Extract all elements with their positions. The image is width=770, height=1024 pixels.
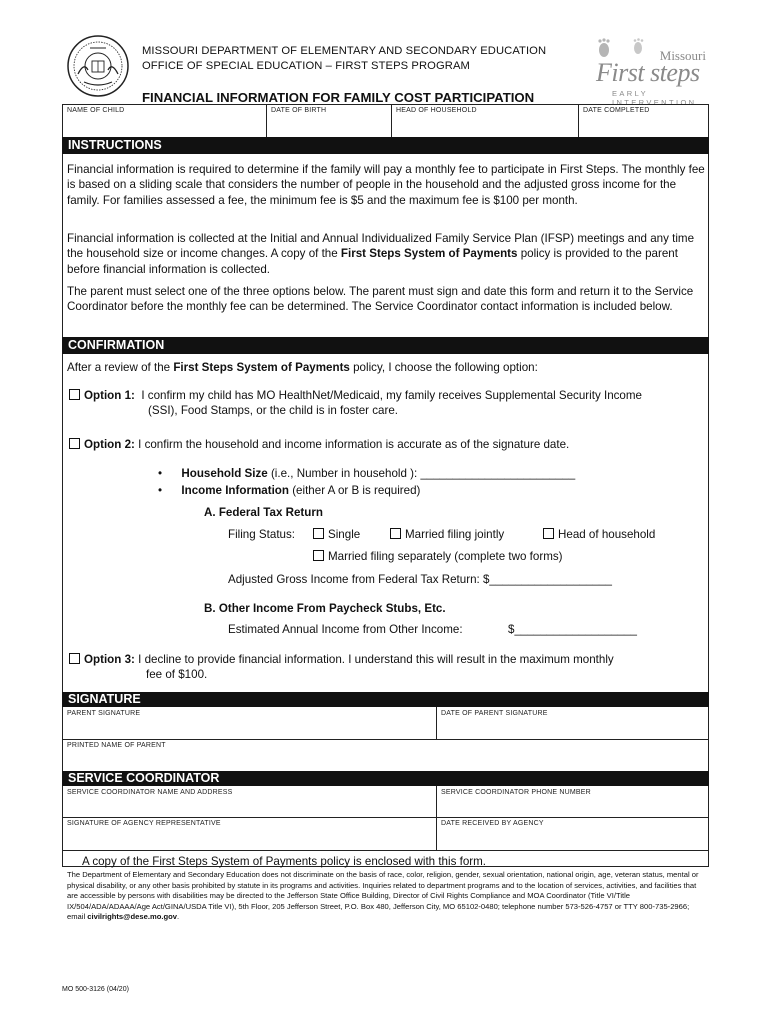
option-3-label: Option 3: [84,653,135,666]
policy-name: First Steps System of Payments [340,247,518,261]
option-2 [69,438,569,451]
logo-name: First steps [596,58,700,87]
head-of-household-label: HEAD OF HOUSEHOLD [396,107,477,114]
other-income-field[interactable]: $___________________ [508,623,637,636]
option-1-checkbox[interactable] [69,389,80,400]
department-name: MISSOURI DEPARTMENT OF ELEMENTARY AND SECONDARY EDUCATION [142,45,547,57]
option-3 [69,653,614,666]
date-parent-signature-field[interactable] [437,708,708,738]
confirmation-intro: After a review of the First Steps System of Payments policy, I choose the following option: [67,361,538,374]
civil-rights-email[interactable]: civilrights@dese.mo.gov [87,912,177,922]
divider [62,850,709,851]
option-1-text: I confirm my child has MO HealthNet/Medicaid, my family receives Supplemental Security Income [141,389,642,402]
filing-status-label: Filing Status: [228,528,296,541]
date-received-field[interactable] [437,818,708,849]
service-coordinator-heading: SERVICE COORDINATOR [62,771,709,786]
office-name: OFFICE OF SPECIAL EDUCATION – FIRST STEPS PROGRAM [142,60,470,72]
option-3-text-2: fee of $100. [146,668,208,681]
option-3-text: I decline to provide financial information. I understand this will result in the maximum monthly [138,653,614,666]
date-parent-signature-label: DATE OF PARENT SIGNATURE [441,710,548,717]
filing-head-of-household: Head of household [543,528,655,541]
date-completed-field[interactable] [579,105,708,136]
bullet-household-size: • Household Size (i.e., Number in household ): ________________________ [158,467,576,480]
confirmation-heading: CONFIRMATION [62,337,709,354]
single-checkbox[interactable] [313,528,324,539]
option-2-label: Option 2: [84,438,135,451]
instructions-paragraph-3: The parent must select one of the three options below. The parent must sign and date this form and return it to the Service Coordinator before the monthly fee can be determined. The Service Coordinator contact information is included below. [67,285,694,314]
other-income-label: Estimated Annual Income from Other Income: [228,623,463,636]
coordinator-phone-field[interactable] [437,787,708,816]
coordinator-name-address-label: SERVICE COORDINATOR NAME AND ADDRESS [67,789,233,796]
instructions-paragraph-2: Financial information is collected at the Initial and Annual Individualized Family Service Plan (IFSP) meetings and any time the household size or income changes. A copy of the First Steps System of Payments policy is provided to the parent before financial information is collected. [67,232,695,276]
logo-state: Missouri [659,48,706,63]
date-completed-label: DATE COMPLETED [583,107,650,114]
filing-single: Single [313,528,360,541]
date-of-birth-field[interactable] [267,105,390,136]
agency-signature-field[interactable] [63,818,435,849]
agi-field[interactable]: Adjusted Gross Income from Federal Tax Return: $___________________ [228,573,612,586]
bullet-income-information: • Income Information (either A or B is required) [158,484,421,497]
enclosed-note: A copy of the First Steps System of Payments policy is enclosed with this form. [82,855,487,868]
coordinator-name-address-field[interactable] [63,787,435,816]
form-number: MO 500-3126 (04/20) [62,986,129,993]
head-of-household-field[interactable] [392,105,577,136]
printed-name-field[interactable] [63,740,708,770]
coordinator-phone-label: SERVICE COORDINATOR PHONE NUMBER [441,789,591,796]
date-received-label: DATE RECEIVED BY AGENCY [441,820,544,827]
parent-signature-label: PARENT SIGNATURE [67,710,141,717]
first-steps-logo [588,38,710,107]
name-of-child-field[interactable] [63,105,265,136]
date-of-birth-label: DATE OF BIRTH [271,107,327,114]
signature-heading: SIGNATURE [62,692,709,707]
instructions-paragraph-1: Financial information is required to determine if the family will pay a monthly fee to participate in First Steps. The monthly fee is based on a sliding scale that considers the number of people in the household and the adjusted gross income for the family. For families assessed a fee, the minimum fee is $5 and the maximum fee is $100 per month. [67,163,705,207]
married-jointly-checkbox[interactable] [390,528,401,539]
option-3-checkbox[interactable] [69,653,80,664]
option-1-label: Option 1: [84,389,135,402]
logo-tagline: EARLY INTERVENTION [612,89,697,107]
agency-signature-label: SIGNATURE OF AGENCY REPRESENTATIVE [67,820,221,827]
nondiscrimination-notice: The Department of Elementary and Secondary Education does not discriminate on the basis of race, color, religion, gender, sexual orientation, national origin, age, veteran status, mental or physical disability, or any other basis prohibited by statute in its programs and activities. Inquiries related to department programs and to the location of services, activities, and facilities that are accessible by persons with disabilities may be directed to the Jefferson State Office Building, Director of Civil Rights Compliance and MOA Coordinator (Title VI/Title IX/504/ADA/ADAAA/Age Act/GINA/USDA Title VI), 5th Floor, 205 Jefferson Street, P.O. Box 480, Jefferson City, MO 65102-0480; telephone number 573-526-4757 or TTY 800-735-2966; email civilrights@dese.mo.gov. [67,870,699,922]
filing-married-separately: Married filing separately (complete two forms) [313,550,563,563]
parent-signature-field[interactable] [63,708,435,738]
name-of-child-label: NAME OF CHILD [67,107,125,114]
married-separately-checkbox[interactable] [313,550,324,561]
section-a-heading: A. Federal Tax Return [204,506,323,519]
option-2-checkbox[interactable] [69,438,80,449]
filing-married-jointly: Married filing jointly [390,528,504,541]
section-b-heading: B. Other Income From Paycheck Stubs, Etc. [204,602,446,615]
printed-name-label: PRINTED NAME OF PARENT [67,742,166,749]
state-seal-icon [66,34,130,98]
option-1-text-2: (SSI), Food Stamps, or the child is in foster care. [148,404,399,417]
option-1 [69,389,642,402]
form-title: FINANCIAL INFORMATION FOR FAMILY COST PARTICIPATION [142,90,535,105]
option-2-text: I confirm the household and income information is accurate as of the signature date. [138,438,570,451]
head-of-household-checkbox[interactable] [543,528,554,539]
instructions-heading: INSTRUCTIONS [62,137,709,154]
